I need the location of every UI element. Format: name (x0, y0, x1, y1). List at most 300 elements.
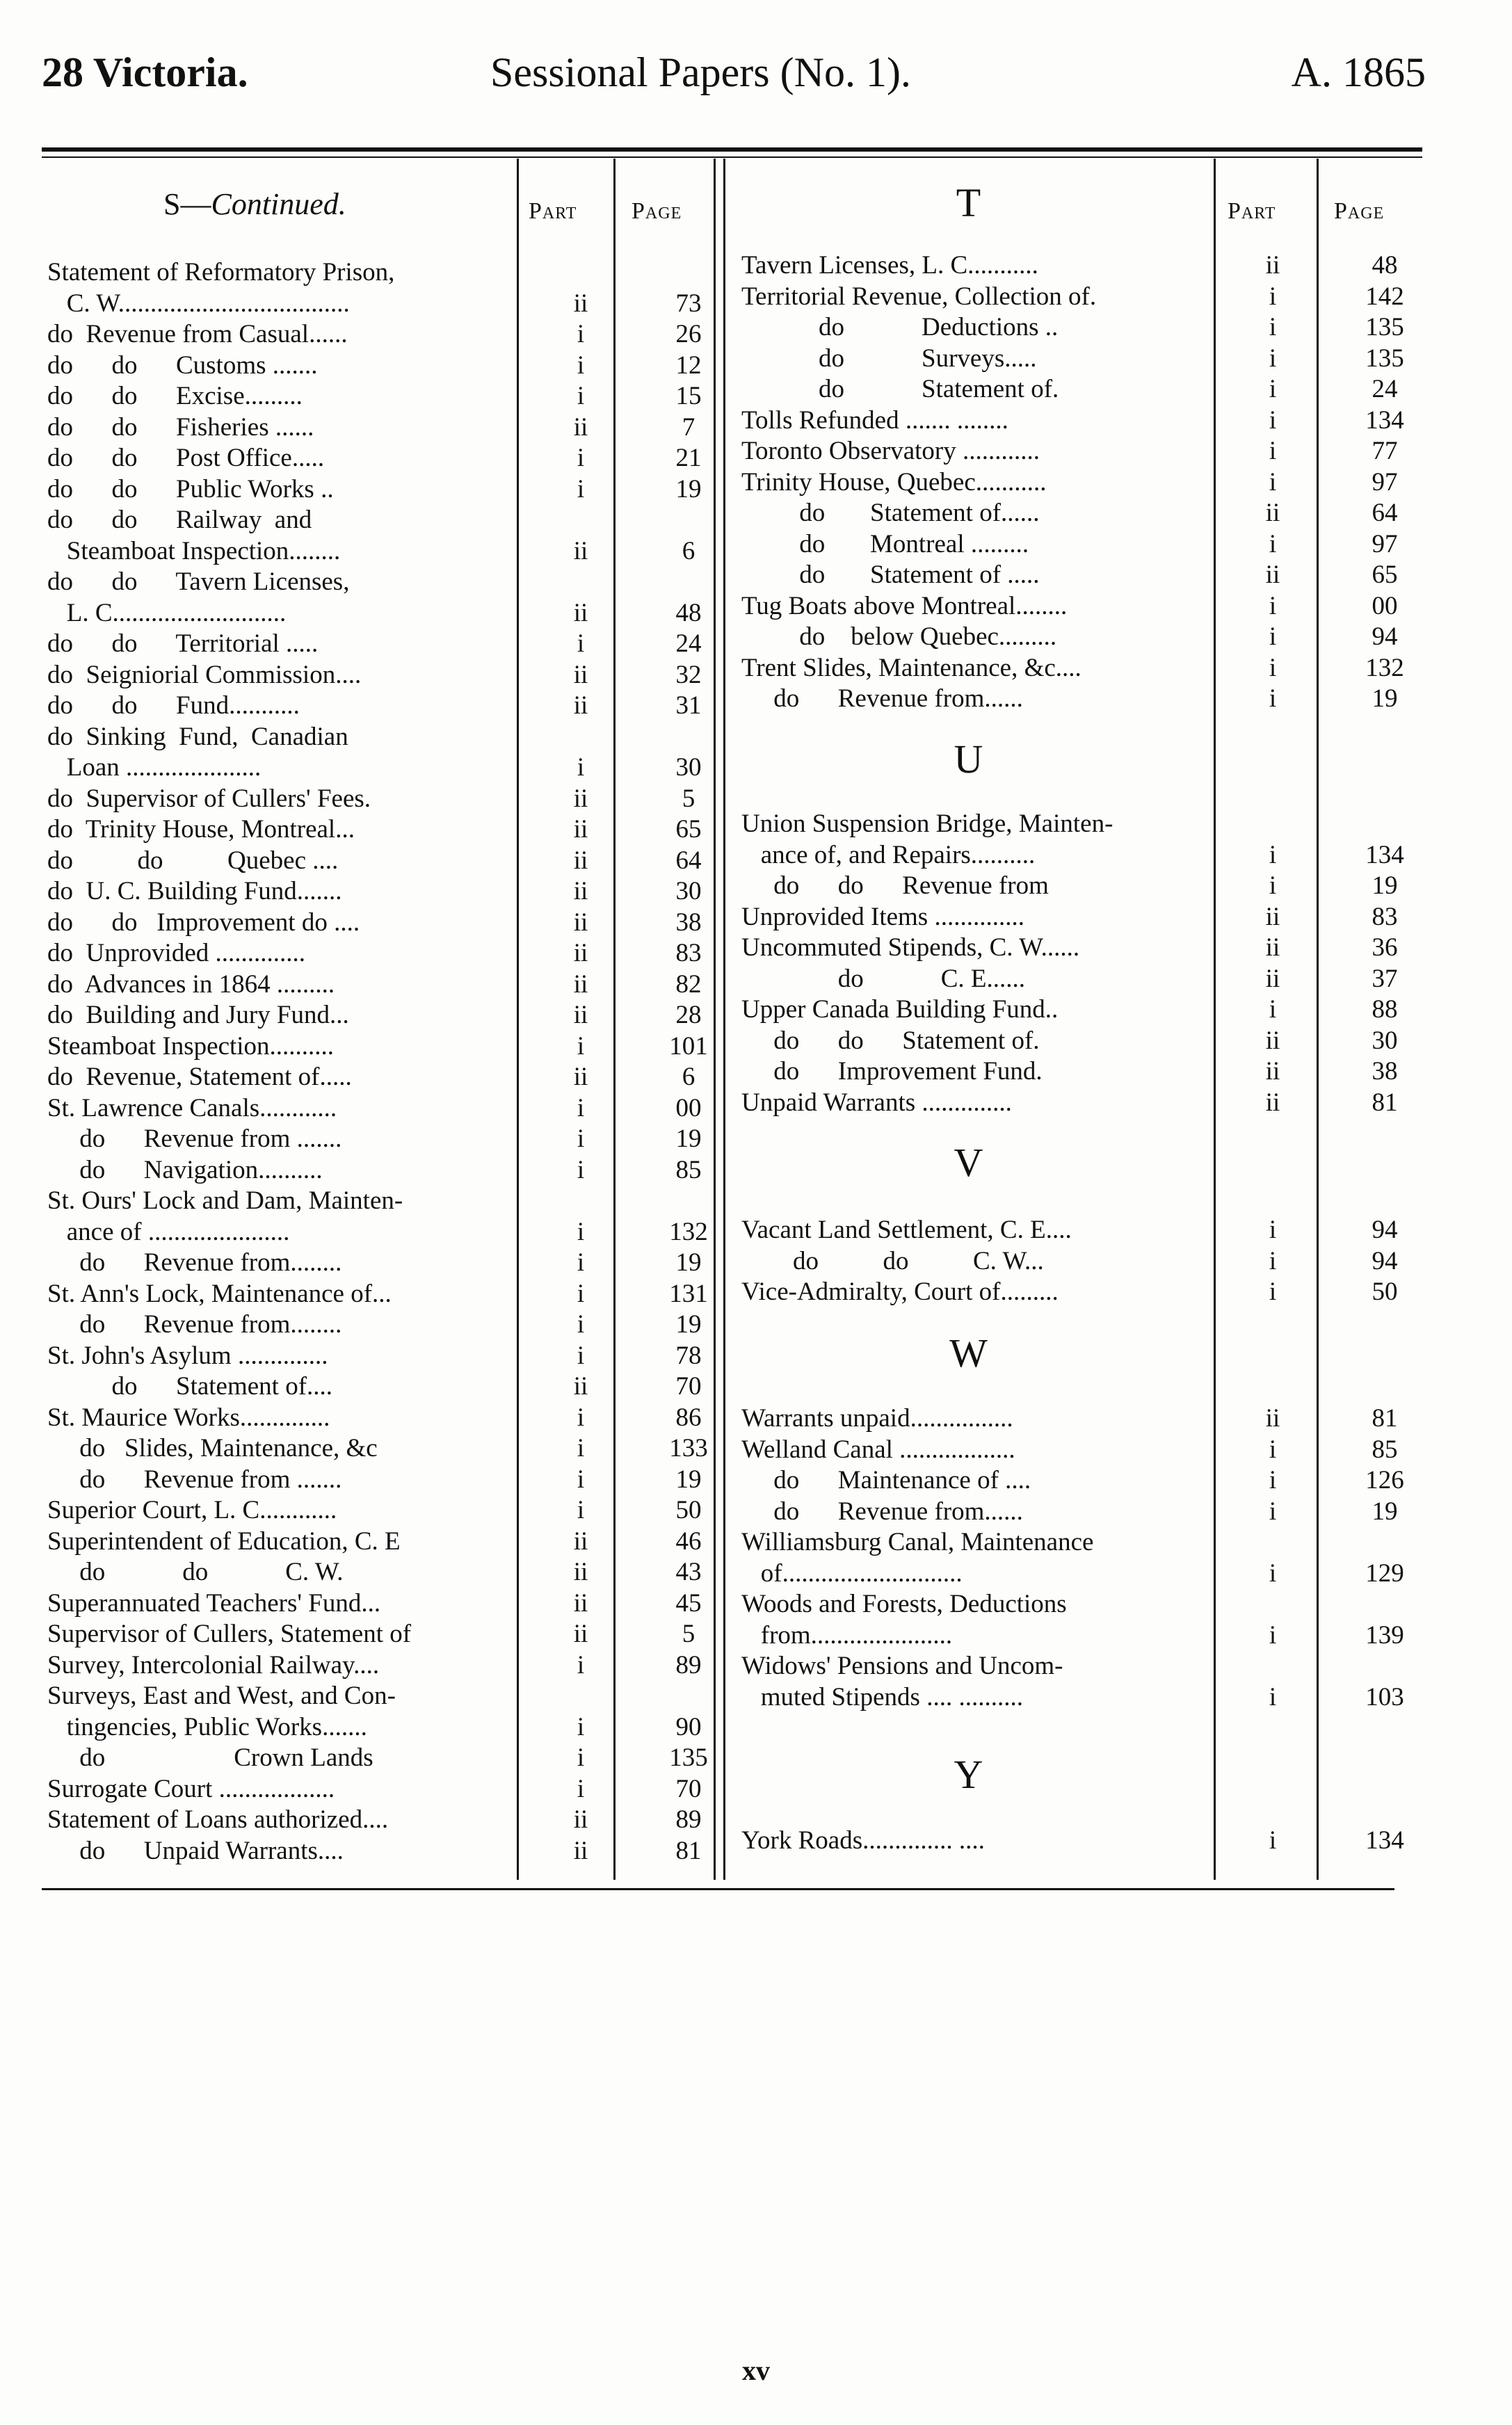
entry-page: 50 (675, 1496, 702, 1524)
entry-label: Widows' Pensions and Uncom- (741, 1652, 1063, 1680)
entry-part: ii (1265, 1026, 1280, 1055)
entry-page: 19 (1372, 871, 1398, 900)
entry-page: 135 (1365, 313, 1404, 341)
volume-title: 28 Victoria. (42, 49, 248, 95)
entry-page: 32 (675, 660, 702, 689)
index-entry (741, 1215, 1444, 1246)
entry-label: St. Ann's Lock, Maintenance of... (47, 1279, 392, 1308)
index-entry (47, 1588, 743, 1620)
entry-page: 38 (1372, 1057, 1398, 1086)
entry-label: do do Revenue from (741, 871, 1049, 900)
entry-page: 94 (1372, 622, 1398, 651)
left-part-header: Part (529, 198, 577, 224)
entry-part: ii (573, 412, 588, 442)
entry-part: i (577, 1465, 585, 1494)
entry-part: i (1269, 871, 1277, 900)
entry-label: do Unprovided .............. (47, 939, 305, 967)
entry-page: 81 (675, 1836, 702, 1865)
entry-part: i (577, 629, 585, 658)
entry-page: 46 (675, 1526, 702, 1556)
index-entry (47, 1433, 743, 1465)
entry-label: do do Territorial ..... (47, 629, 319, 658)
entry-page: 30 (675, 753, 702, 782)
index-list-y (741, 1826, 1444, 1857)
entry-part: i (1269, 684, 1277, 713)
entry-label: St. John's Asylum .............. (47, 1341, 328, 1370)
index-entry (47, 1031, 743, 1063)
entry-label: Union Suspension Bridge, Mainten- (741, 809, 1113, 838)
entry-page: 45 (675, 1588, 702, 1618)
entry-page: 38 (675, 908, 702, 937)
entry-page: 83 (1372, 902, 1398, 931)
index-entry (47, 752, 743, 784)
index-entry (741, 1651, 1444, 1682)
entry-label: do Revenue from Casual...... (47, 320, 348, 348)
entry-label: Supervisor of Cullers, Statement of (47, 1620, 412, 1648)
index-entry (47, 412, 743, 444)
index-entry (47, 1310, 743, 1341)
entry-label: do do Fisheries ...... (47, 412, 314, 442)
index-entry (741, 282, 1444, 313)
entry-label: do Slides, Maintenance, &c (47, 1434, 378, 1463)
index-entry (47, 567, 743, 598)
entry-label: do Revenue from........ (47, 1310, 342, 1339)
entry-label: of............................ (741, 1558, 963, 1588)
entry-part: i (577, 1310, 585, 1339)
continued-label: Continued. (211, 187, 346, 221)
index-entry (741, 591, 1444, 622)
entry-part: i (1269, 995, 1277, 1024)
index-entry (741, 902, 1444, 933)
entry-page: 83 (675, 939, 702, 967)
entry-page: 19 (1372, 684, 1398, 713)
index-entry (741, 964, 1444, 995)
index-entry (741, 1497, 1444, 1528)
header-rule-thin (42, 156, 1422, 158)
entry-part: i (1269, 1216, 1277, 1244)
index-entry (47, 1186, 743, 1217)
entry-label: L. C........................... (47, 598, 287, 627)
index-entry (741, 1277, 1444, 1308)
index-entry (47, 1217, 743, 1248)
index-entry (741, 498, 1444, 529)
entry-part: i (577, 444, 585, 472)
index-entry (47, 722, 743, 753)
index-entry (47, 1093, 743, 1125)
entry-label: Steamboat Inspection.......... (47, 1031, 335, 1061)
index-entry (47, 598, 743, 629)
index-entry (47, 1805, 743, 1836)
entry-page: 142 (1365, 282, 1404, 311)
entry-label: do Trinity House, Montreal... (47, 815, 355, 844)
left-page-header: Page (632, 198, 682, 224)
section-heading-s (163, 186, 346, 222)
entry-page: 133 (669, 1434, 708, 1463)
index-entry (47, 876, 743, 908)
index-entry (741, 529, 1444, 561)
entry-page: 86 (675, 1403, 702, 1432)
index-entry (47, 969, 743, 1001)
entry-page: 85 (1372, 1435, 1398, 1464)
entry-part: i (577, 382, 585, 410)
entry-part: i (577, 1031, 585, 1061)
header-rule-thick (42, 147, 1422, 152)
entry-page: 15 (675, 382, 702, 410)
entry-label: do Maintenance of .... (741, 1466, 1031, 1495)
entry-part: ii (573, 598, 588, 627)
entry-page: 94 (1372, 1246, 1398, 1275)
entry-part: ii (1265, 933, 1280, 962)
index-entry (741, 871, 1444, 902)
entry-label: muted Stipends .... .......... (741, 1682, 1023, 1711)
entry-page: 134 (1365, 405, 1404, 435)
entry-part: ii (573, 536, 588, 565)
entry-part: i (1269, 653, 1277, 682)
entry-part: i (1269, 1826, 1277, 1855)
entry-part: i (577, 1712, 585, 1741)
right-part-header: Part (1228, 198, 1276, 224)
entry-page: 5 (682, 1620, 695, 1648)
entry-label: do Revenue from ....... (47, 1465, 342, 1494)
entry-part: i (1269, 1466, 1277, 1495)
entry-label: do Advances in 1864 ......... (47, 969, 335, 999)
entry-label: do Revenue from...... (741, 1497, 1023, 1526)
entry-page: 65 (1372, 561, 1398, 589)
page-number: xv (742, 2355, 770, 2386)
index-entry (47, 938, 743, 969)
entry-label: St. Ours' Lock and Dam, Mainten- (47, 1186, 403, 1215)
entry-part: i (1269, 467, 1277, 497)
index-entry (47, 474, 743, 506)
entry-part: ii (573, 1526, 588, 1556)
entry-part: i (577, 320, 585, 348)
entry-page: 94 (1372, 1216, 1398, 1244)
entry-part: i (1269, 344, 1277, 373)
entry-part: ii (1265, 499, 1280, 527)
index-list-w (741, 1403, 1444, 1713)
index-entry (47, 629, 743, 660)
entry-label: Statement of Loans authorized.... (47, 1805, 389, 1834)
entry-page: 65 (675, 815, 702, 844)
entry-label: Woods and Forests, Deductions (741, 1590, 1067, 1618)
entry-label: do Unpaid Warrants.... (47, 1836, 344, 1865)
entry-page: 30 (675, 877, 702, 905)
entry-page: 139 (1365, 1620, 1404, 1650)
entry-part: ii (573, 1588, 588, 1618)
entry-label: do Navigation.......... (47, 1155, 323, 1184)
entry-label: do do Quebec .... (47, 846, 339, 875)
entry-label: do Statement of ..... (741, 561, 1040, 589)
entry-label: do Crown Lands (47, 1743, 373, 1772)
entry-label: Toronto Observatory ............ (741, 437, 1040, 465)
index-entry (741, 994, 1444, 1026)
index-entry (47, 1279, 743, 1310)
entry-page: 132 (1365, 653, 1404, 682)
entry-part: ii (573, 1805, 588, 1834)
entry-page: 19 (675, 1125, 702, 1153)
entry-label: ance of ...................... (47, 1217, 290, 1246)
entry-label: Steamboat Inspection........ (47, 536, 341, 565)
year-label: A. 1865 (1291, 49, 1426, 95)
entry-page: 43 (675, 1558, 702, 1586)
entry-page: 30 (1372, 1026, 1398, 1055)
entry-part: ii (573, 877, 588, 905)
entry-part: i (1269, 1435, 1277, 1464)
entry-part: i (577, 1279, 585, 1308)
index-entry (741, 344, 1444, 375)
entry-label: from...................... (741, 1620, 953, 1650)
index-entry (47, 1526, 743, 1558)
entry-label: do Statement of. (741, 375, 1059, 403)
entry-label: do do C. W... (741, 1246, 1044, 1275)
entry-label: Territorial Revenue, Collection of. (741, 282, 1097, 311)
entry-label: ance of, and Repairs.......... (741, 840, 1036, 869)
index-entry (47, 908, 743, 939)
entry-part: i (1269, 437, 1277, 465)
index-entry (47, 1341, 743, 1372)
entry-page: 77 (1372, 437, 1398, 465)
entry-label: Welland Canal .................. (741, 1435, 1015, 1464)
entry-page: 82 (675, 969, 702, 999)
index-entry (741, 1558, 1444, 1590)
entry-page: 21 (675, 444, 702, 472)
entry-label: Superannuated Teachers' Fund... (47, 1588, 381, 1618)
entry-page: 26 (675, 320, 702, 348)
entry-label: do do Post Office..... (47, 444, 325, 472)
entry-part: i (577, 1774, 585, 1803)
index-entry (47, 443, 743, 474)
entry-page: 135 (669, 1743, 708, 1772)
entry-part: i (1269, 282, 1277, 311)
entry-part: i (577, 1125, 585, 1153)
entry-page: 129 (1365, 1558, 1404, 1588)
entry-part: i (1269, 529, 1277, 558)
index-list-t (741, 250, 1444, 715)
entry-part: ii (573, 815, 588, 844)
entry-part: i (577, 1093, 585, 1122)
index-entry (741, 1826, 1444, 1857)
entry-label: Trent Slides, Maintenance, &c.... (741, 653, 1081, 682)
entry-page: 24 (675, 629, 702, 658)
entry-part: i (577, 1496, 585, 1524)
entry-label: do Seigniorial Commission.... (47, 660, 362, 689)
entry-page: 131 (669, 1279, 708, 1308)
index-entry (741, 1620, 1444, 1652)
entry-label: do Statement of.... (47, 1372, 333, 1401)
entry-part: i (577, 1248, 585, 1277)
entry-label: Vacant Land Settlement, C. E.... (741, 1216, 1072, 1244)
entry-page: 81 (1372, 1088, 1398, 1117)
entry-page: 19 (675, 1310, 702, 1339)
entry-label: Surveys, East and West, and Con- (47, 1682, 396, 1710)
index-entry (741, 1465, 1444, 1497)
section-letter: S— (163, 187, 211, 221)
entry-page: 50 (1372, 1278, 1398, 1306)
entry-label: do do Public Works .. (47, 474, 334, 503)
index-entry (741, 1403, 1444, 1435)
index-entry (741, 374, 1444, 405)
index-entry (741, 1527, 1444, 1558)
entry-page: 89 (675, 1650, 702, 1679)
index-entry (47, 1062, 743, 1093)
index-entry (47, 1495, 743, 1526)
entry-part: ii (573, 691, 588, 720)
entry-part: i (1269, 1246, 1277, 1275)
entry-part: ii (1265, 1404, 1280, 1433)
entry-part: i (577, 1341, 585, 1370)
index-entry (741, 250, 1444, 282)
index-entry (47, 289, 743, 320)
entry-part: i (577, 1434, 585, 1463)
entry-page: 00 (675, 1093, 702, 1122)
entry-page: 134 (1365, 1826, 1404, 1855)
entry-page: 101 (669, 1031, 708, 1061)
entry-label: tingencies, Public Works....... (47, 1712, 367, 1741)
entry-part: ii (573, 1836, 588, 1865)
entry-label: Vice-Admiralty, Court of......... (741, 1278, 1059, 1306)
index-entry (47, 1124, 743, 1155)
index-entry (47, 1743, 743, 1774)
index-entry (741, 1088, 1444, 1119)
index-entry (47, 319, 743, 351)
index-entry (741, 933, 1444, 964)
entry-part: ii (1265, 561, 1280, 589)
index-entry (47, 1836, 743, 1867)
entry-label: Trinity House, Quebec........... (741, 467, 1047, 497)
entry-part: i (1269, 840, 1277, 869)
entry-page: 19 (1372, 1497, 1398, 1526)
entry-page: 81 (1372, 1404, 1398, 1433)
index-entry (47, 505, 743, 536)
entry-label: Superintendent of Education, C. E (47, 1526, 401, 1556)
index-entry (47, 1000, 743, 1031)
entry-page: 78 (675, 1341, 702, 1370)
index-entry (741, 560, 1444, 591)
entry-page: 64 (1372, 499, 1398, 527)
entry-part: ii (573, 1620, 588, 1648)
index-entry (741, 312, 1444, 344)
entry-label: Tolls Refunded ....... ........ (741, 405, 1008, 435)
entry-label: do do Railway and (47, 506, 312, 534)
entry-label: do below Quebec......... (741, 622, 1057, 651)
entry-label: do U. C. Building Fund....... (47, 877, 342, 905)
entry-page: 134 (1365, 840, 1404, 869)
index-list-v (741, 1215, 1444, 1308)
index-entry (47, 1248, 743, 1279)
index-entry (741, 1435, 1444, 1466)
entry-label: Warrants unpaid................ (741, 1404, 1013, 1433)
index-entry (741, 436, 1444, 467)
entry-part: ii (573, 1372, 588, 1401)
entry-label: do do Excise......... (47, 382, 303, 410)
index-entry (47, 814, 743, 846)
entry-part: ii (573, 969, 588, 999)
entry-label: Upper Canada Building Fund.. (741, 995, 1059, 1024)
index-entry (47, 1155, 743, 1186)
index-entry (47, 1712, 743, 1743)
entry-part: ii (1265, 1088, 1280, 1117)
entry-label: do Surveys..... (741, 344, 1037, 373)
entry-page: 19 (675, 474, 702, 503)
index-entry (47, 1557, 743, 1588)
entry-page: 6 (682, 536, 695, 565)
entry-page: 103 (1365, 1682, 1404, 1711)
entry-page: 70 (675, 1372, 702, 1401)
entry-label: do do C. W. (47, 1558, 344, 1586)
entry-part: i (1269, 622, 1277, 651)
entry-label: York Roads.............. .... (741, 1826, 985, 1855)
entry-page: 19 (675, 1248, 702, 1277)
entry-part: ii (573, 289, 588, 318)
entry-part: ii (1265, 902, 1280, 931)
entry-label: do Sinking Fund, Canadian (47, 722, 348, 751)
index-entry (47, 846, 743, 877)
entry-label: do Revenue from ....... (47, 1125, 342, 1153)
entry-label: do do Tavern Licenses, (47, 567, 350, 596)
entry-label: Williamsburg Canal, Maintenance (741, 1528, 1094, 1556)
entry-page: 89 (675, 1805, 702, 1834)
entry-page: 37 (1372, 964, 1398, 993)
entry-label: Uncommuted Stipends, C. W...... (741, 933, 1080, 962)
right-page-header: Page (1334, 198, 1385, 224)
entry-label: Unprovided Items .............. (741, 902, 1024, 931)
entry-label: do Supervisor of Cullers' Fees. (47, 784, 371, 813)
index-entry (47, 660, 743, 691)
entry-page: 132 (669, 1217, 708, 1246)
entry-page: 48 (675, 598, 702, 627)
entry-label: do Revenue from........ (47, 1248, 342, 1277)
entry-part: i (1269, 313, 1277, 341)
entry-part: i (1269, 591, 1277, 620)
entry-part: i (1269, 375, 1277, 403)
entry-page: 5 (682, 784, 695, 813)
entry-label: do Statement of...... (741, 499, 1040, 527)
entry-label: Survey, Intercolonial Railway.... (47, 1650, 380, 1679)
entry-page: 64 (675, 846, 702, 875)
entry-label: do C. E...... (741, 964, 1026, 993)
running-header (42, 49, 1426, 111)
entry-label: Tug Boats above Montreal........ (741, 591, 1068, 620)
entry-page: 31 (675, 691, 702, 720)
entry-page: 126 (1365, 1466, 1404, 1495)
entry-label: do Building and Jury Fund... (47, 1001, 349, 1029)
entry-part: ii (573, 1063, 588, 1091)
index-entry (47, 1371, 743, 1403)
index-entry (47, 381, 743, 412)
entry-label: do do Statement of. (741, 1026, 1040, 1055)
entry-page: 97 (1372, 467, 1398, 497)
entry-label: do do Fund........... (47, 691, 300, 720)
index-entry (741, 1682, 1444, 1714)
entry-part: ii (573, 939, 588, 967)
entry-part: i (577, 1155, 585, 1184)
entry-page: 88 (1372, 995, 1398, 1024)
entry-page: 00 (1372, 591, 1398, 620)
entry-label: do Montreal ......... (741, 529, 1029, 558)
entry-part: i (1269, 1278, 1277, 1306)
entry-part: i (1269, 1682, 1277, 1711)
index-entry (741, 1589, 1444, 1620)
entry-page: 6 (682, 1063, 695, 1091)
index-entry (47, 691, 743, 722)
section-heading-u: U (954, 736, 983, 782)
entry-label: St. Lawrence Canals............ (47, 1093, 337, 1122)
bottom-rule (42, 1888, 1394, 1890)
entry-page: 28 (675, 1001, 702, 1029)
entry-label: Superior Court, L. C............ (47, 1496, 337, 1524)
entry-part: i (577, 474, 585, 503)
entry-page: 48 (1372, 251, 1398, 280)
